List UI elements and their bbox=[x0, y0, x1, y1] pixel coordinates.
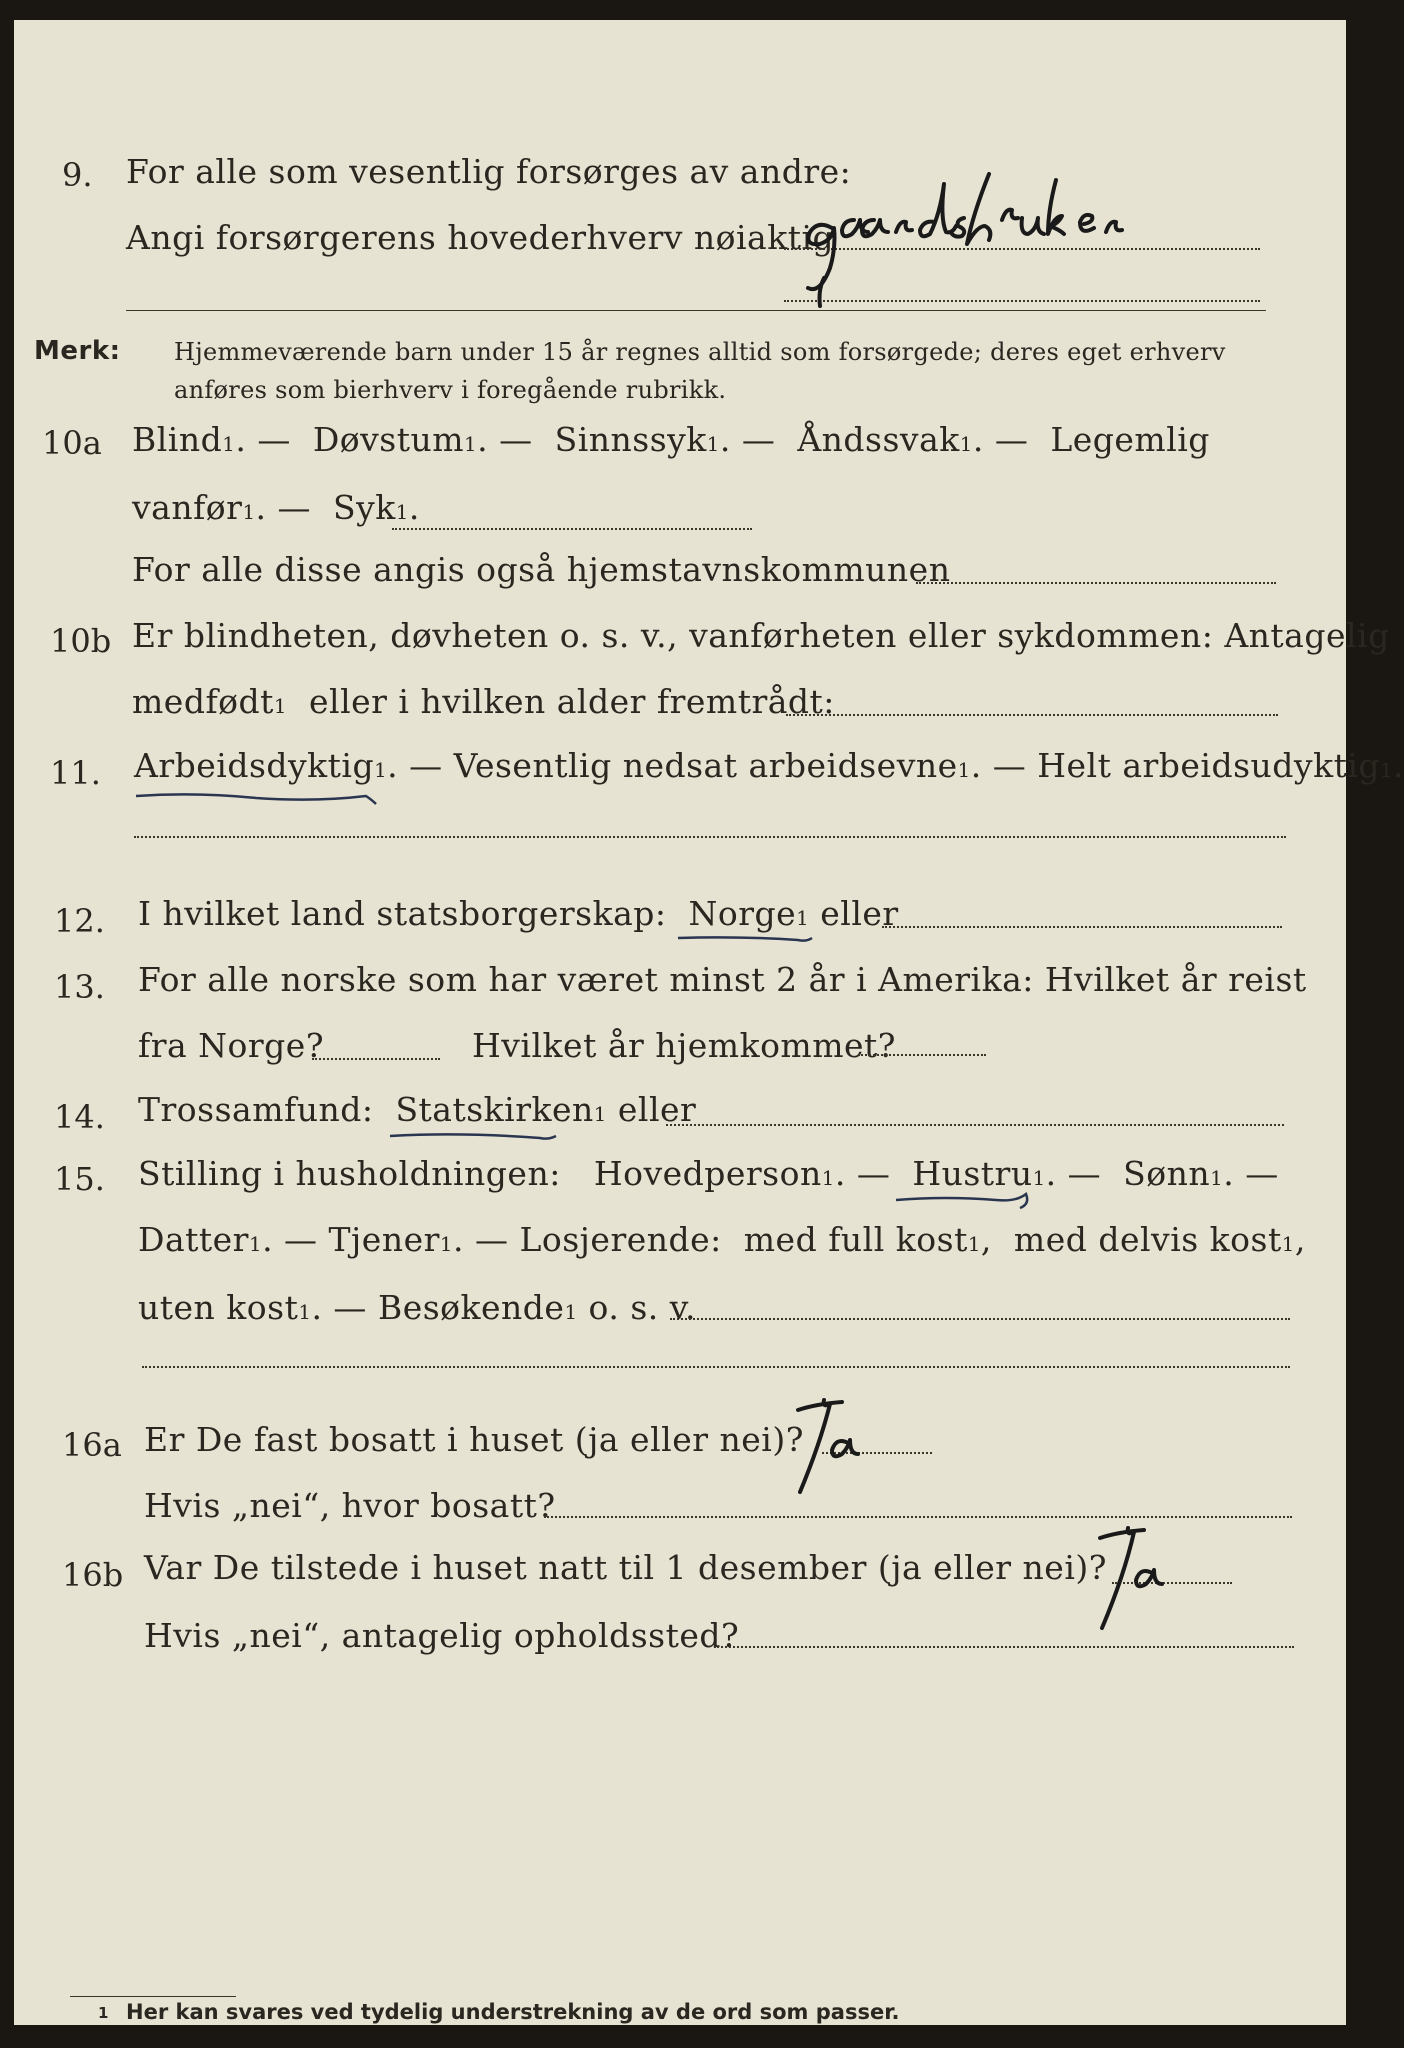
q15-underline-mark bbox=[894, 1190, 1044, 1212]
q10b-alder-line bbox=[786, 714, 1278, 716]
q10a-hjemstavn-line bbox=[916, 582, 1276, 584]
opt-hovedperson: Hovedperson bbox=[593, 1154, 822, 1193]
q14-underline-mark bbox=[388, 1128, 568, 1146]
q12-line: I hvilket land statsborgerskap: Norge$^1$ eller bbox=[138, 894, 899, 933]
q11-number: 11. bbox=[50, 754, 101, 792]
q16b-line1: Var De tilstede i huset natt til 1 desember (ja eller nei)? bbox=[144, 1548, 1107, 1587]
opt-sinnssyk: Sinnssyk bbox=[554, 420, 707, 459]
q10a-syk-line bbox=[392, 528, 752, 530]
footnote-text: Her kan svares ved tydelig understrekning av de ord som passer. bbox=[126, 2000, 900, 2024]
q15-line3: uten kost$^1$. — Besøkende$^1$ o. s. v. bbox=[138, 1288, 696, 1327]
footnote-rule bbox=[70, 1996, 236, 1997]
q9-line2: Angi forsørgerens hovederhverv nøiaktig bbox=[126, 218, 835, 257]
q11-line1: Arbeidsdyktig$^1$. — Vesentlig nedsat arbeidsevne$^1$. — Helt arbeidsudyktig$^1$. bbox=[134, 746, 1404, 785]
q10b-line1: Er blindheten, døvheten o. s. v., vanførheten eller sykdommen: Antagelig bbox=[132, 616, 1390, 655]
q11-answer-line bbox=[134, 836, 1286, 838]
merk-line2: anføres som bierhverv i foregående rubrikk. bbox=[174, 376, 727, 404]
opt-andssvak: Åndssvak bbox=[797, 420, 960, 459]
opt-nedsat: Vesentlig nedsat arbeidsevne bbox=[453, 746, 958, 785]
opt-arbeidsdyktig: Arbeidsdyktig bbox=[134, 746, 375, 785]
q15-line2: Datter$^1$. — Tjener$^1$. — Losjerende: med full kost$^1$, med delvis kost$^1$, bbox=[138, 1220, 1306, 1259]
opt-dovstum: Døvstum bbox=[312, 420, 465, 459]
q12-number: 12. bbox=[54, 902, 105, 940]
q15-line1: Stilling i husholdningen: Hovedperson$^1$. — Hustru$^1$. — Sønn$^1$. — bbox=[138, 1154, 1279, 1193]
footnote-mark: 1 bbox=[98, 2004, 109, 2022]
q13-hjemkommet-line bbox=[858, 1054, 986, 1056]
q16a-handwritten-answer bbox=[784, 1398, 904, 1508]
q10a-line1: Blind$^1$. — Døvstum$^1$. — Sinnssyk$^1$. — Åndssvak$^1$. — Legemlig bbox=[132, 420, 1210, 459]
q16b-opholdssted-line bbox=[714, 1646, 1294, 1648]
q16b-number: 16b bbox=[62, 1556, 124, 1594]
q16a-bosatt-line bbox=[544, 1516, 1292, 1518]
q10a-line2: vanfør$^1$. — Syk$^1$. bbox=[132, 488, 420, 527]
q13-line2: fra Norge? Hvilket år hjemkommet? bbox=[138, 1026, 896, 1065]
q11-underline-mark bbox=[132, 786, 382, 806]
q9-number: 9. bbox=[62, 156, 93, 194]
q13-number: 13. bbox=[54, 968, 105, 1006]
merk-label: Merk: bbox=[34, 336, 121, 366]
opt-uten-kost: uten kost bbox=[138, 1288, 299, 1327]
opt-tjener: Tjener bbox=[328, 1220, 440, 1259]
q15-number: 15. bbox=[54, 1160, 105, 1198]
q10b-line2: medfødt$^1$ eller i hvilken alder fremtrådt: bbox=[132, 682, 835, 721]
opt-norge: Norge bbox=[688, 894, 797, 933]
q15-answer-line bbox=[670, 1318, 1290, 1320]
opt-delvis-kost: med delvis kost bbox=[1013, 1220, 1282, 1259]
q13-line1: For alle norske som har været minst 2 år i Amerika: Hvilket år reist bbox=[138, 960, 1307, 999]
q16a-line1: Er De fast bosatt i huset (ja eller nei)? bbox=[144, 1420, 804, 1459]
q10a-line3: For alle disse angis også hjemstavnskommunen bbox=[132, 550, 951, 589]
opt-legemlig: Legemlig bbox=[1050, 420, 1210, 459]
q14-line: Trossamfund: Statskirken$^1$ eller bbox=[138, 1090, 697, 1129]
opt-sonn: Sønn bbox=[1123, 1154, 1211, 1193]
opt-udyktig: Helt arbeidsudyktig bbox=[1037, 746, 1381, 785]
q13-reist-line bbox=[312, 1058, 440, 1060]
census-form-page bbox=[14, 20, 1404, 2025]
q9-line1: For alle som vesentlig forsørges av andre: bbox=[126, 152, 852, 191]
q14-answer-line bbox=[666, 1124, 1284, 1126]
section-divider bbox=[126, 310, 1266, 311]
q9-handwritten-answer bbox=[794, 170, 1214, 320]
opt-syk: Syk bbox=[333, 488, 396, 527]
q16b-line2: Hvis „nei“, antagelig opholdssted? bbox=[144, 1616, 740, 1655]
q12-underline-mark bbox=[676, 930, 816, 948]
q14-number: 14. bbox=[54, 1098, 105, 1136]
opt-full-kost: med full kost bbox=[743, 1220, 968, 1259]
opt-besokende: Besøkende bbox=[377, 1288, 565, 1327]
q10a-number: 10a bbox=[42, 424, 102, 462]
opt-hustru: Hustru bbox=[912, 1154, 1033, 1193]
q15-answer-line-2 bbox=[142, 1366, 1290, 1368]
opt-vanfor: vanfør bbox=[132, 488, 243, 527]
q12-answer-line bbox=[882, 926, 1282, 928]
merk-line1: Hjemmeværende barn under 15 år regnes alltid som forsørgede; deres eget erhverv bbox=[174, 338, 1226, 366]
opt-statskirken: Statskirken bbox=[395, 1090, 594, 1129]
q10b-number: 10b bbox=[50, 622, 112, 660]
opt-datter: Datter bbox=[138, 1220, 249, 1259]
opt-blind: Blind bbox=[132, 420, 223, 459]
q16a-line2: Hvis „nei“, hvor bosatt? bbox=[144, 1486, 556, 1525]
q16a-number: 16a bbox=[62, 1426, 122, 1464]
q16b-handwritten-answer bbox=[1084, 1524, 1204, 1644]
